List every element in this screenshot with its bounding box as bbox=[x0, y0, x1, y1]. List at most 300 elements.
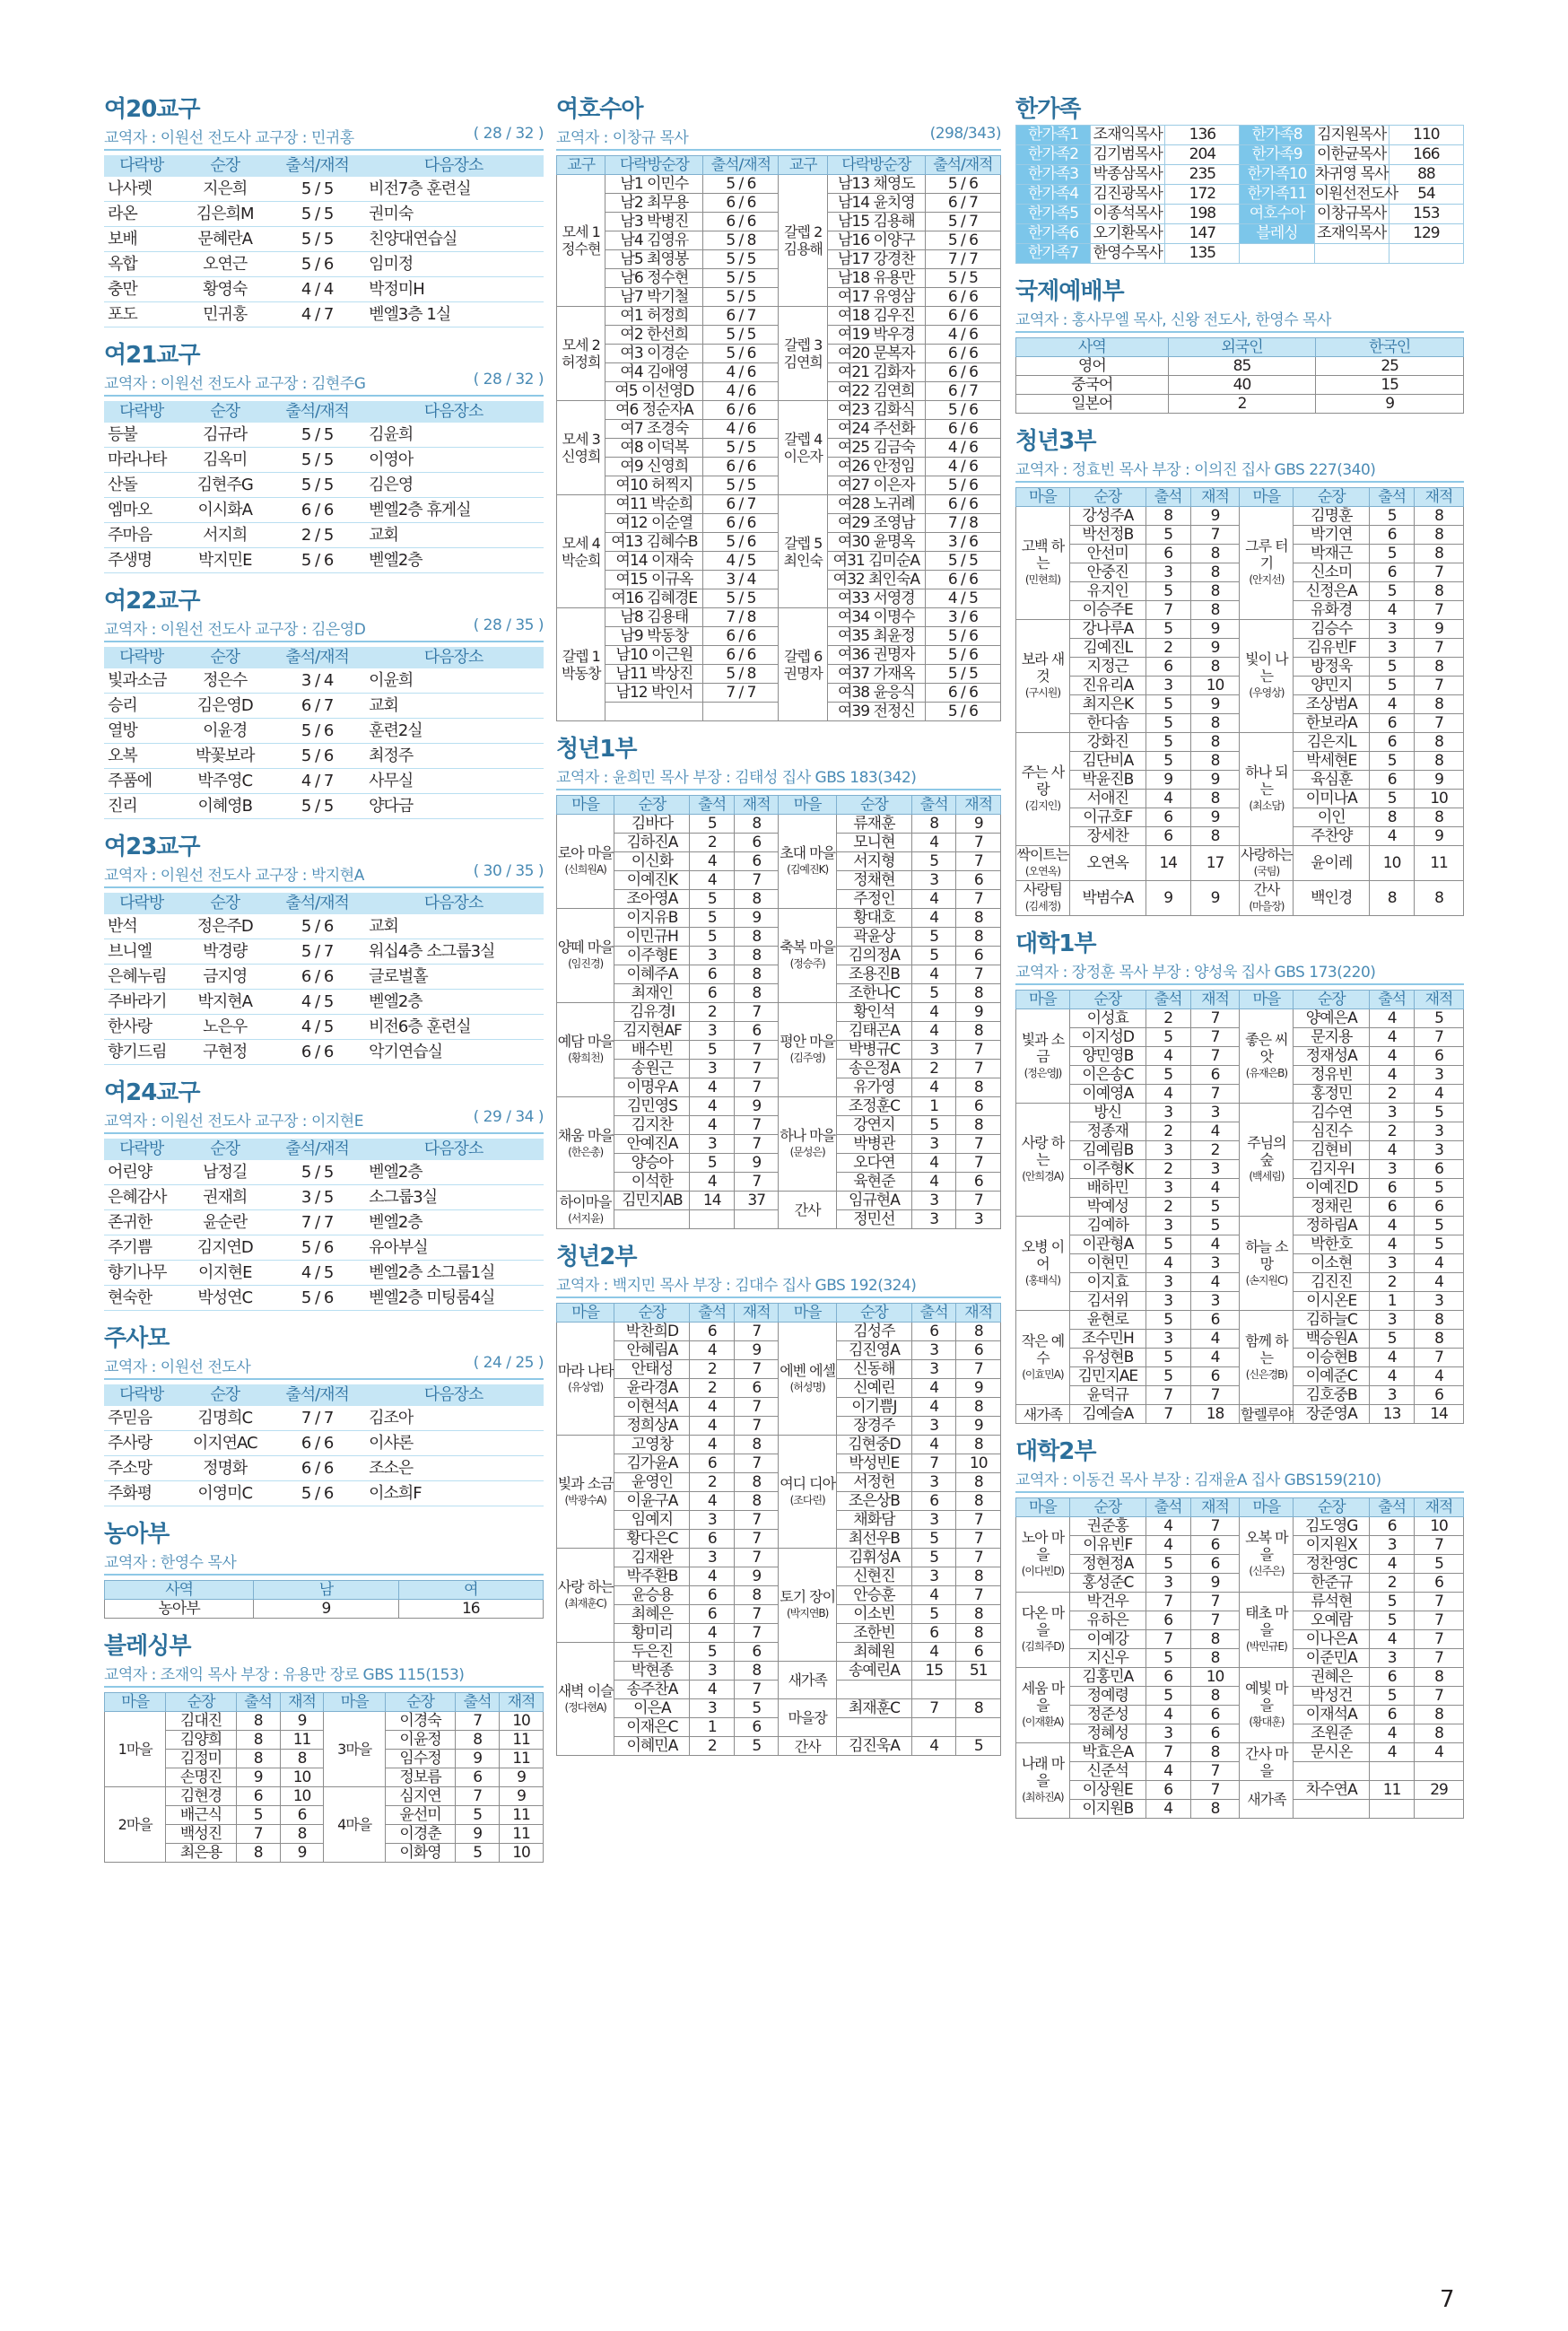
table-cell: 주생명 bbox=[104, 548, 179, 573]
table-cell: 최재훈C bbox=[836, 1699, 911, 1718]
table-cell: 5 bbox=[1415, 1104, 1464, 1122]
table-cell: 4 bbox=[690, 1173, 735, 1192]
table-cell: 4 bbox=[1370, 1066, 1415, 1085]
table-cell bbox=[1415, 1762, 1464, 1781]
table-cell: 벧엘2층 bbox=[363, 990, 544, 1015]
table-cell: 8 bbox=[236, 1712, 280, 1731]
table-cell: 7 bbox=[956, 1530, 1001, 1549]
table-cell: 7 bbox=[1415, 1349, 1464, 1367]
table-cell: 4 bbox=[911, 909, 956, 928]
table-cell: 김현비 bbox=[1294, 1141, 1370, 1160]
staff-line: 교역자 : 이원선 전도사 교구장 : 박지현A bbox=[104, 867, 364, 885]
table-cell: 54 bbox=[1389, 185, 1463, 205]
table-cell: 5 bbox=[690, 1041, 735, 1060]
header-row bbox=[105, 1693, 544, 1712]
attendance-count: ( 28 / 32 ) bbox=[473, 125, 544, 143]
table-cell: 백승원A bbox=[1294, 1330, 1370, 1349]
table-cell: 6 bbox=[1415, 1198, 1464, 1217]
group-cell: 빛과 소금 (정은영J) bbox=[1016, 1009, 1070, 1104]
table-cell: 류석현 bbox=[1294, 1593, 1370, 1611]
table-cell: 5 bbox=[911, 1116, 956, 1135]
table-cell: 블레싱 bbox=[1240, 224, 1314, 244]
table-cell: 3 bbox=[690, 1511, 735, 1530]
table-cell: 8 bbox=[1415, 658, 1464, 677]
table-cell: 이경춘 bbox=[385, 1825, 455, 1844]
table-cell: 주믿음 bbox=[104, 1406, 179, 1431]
group-leader: (신주은) bbox=[1249, 1565, 1285, 1577]
staff-line: 교역자 : 이원선 전도사 교구장 : 김현주G bbox=[104, 375, 366, 393]
column-header: 출석 bbox=[1370, 1498, 1415, 1517]
table-cell: 7 bbox=[956, 1060, 1001, 1078]
table-cell: 5 bbox=[1370, 1330, 1415, 1349]
section bbox=[104, 832, 544, 1065]
table-cell: 여8 이덕복 bbox=[605, 439, 703, 458]
table-cell: 5 / 5 bbox=[271, 177, 363, 202]
table-cell: 7 bbox=[734, 1135, 779, 1154]
table-cell: 5 bbox=[236, 1806, 280, 1825]
table-cell: 9 bbox=[280, 1712, 324, 1731]
table-cell: 9 bbox=[956, 1003, 1001, 1022]
table-row bbox=[104, 448, 544, 473]
table-cell: 4 bbox=[1370, 601, 1415, 620]
group-leader: (이다빈D) bbox=[1021, 1565, 1065, 1577]
column-header: 마을 bbox=[1016, 991, 1070, 1009]
table-cell: 김지찬 bbox=[614, 1116, 690, 1135]
table-cell: 육현준 bbox=[836, 1173, 911, 1192]
table-cell: 채화담 bbox=[836, 1511, 911, 1530]
table-row bbox=[105, 1787, 544, 1806]
table-row bbox=[104, 990, 544, 1015]
table-cell: 9 bbox=[280, 1844, 324, 1863]
section-title: 국제예배부 bbox=[1015, 278, 1124, 305]
table-cell: 5 bbox=[1370, 1593, 1415, 1611]
table-cell: 10 bbox=[280, 1787, 324, 1806]
table-cell: 김휘성A bbox=[836, 1549, 911, 1567]
table-cell: 4 / 5 bbox=[925, 589, 1000, 608]
table-cell: 3 bbox=[1146, 1292, 1190, 1311]
group-cell: 함께 하는 (신은경B) bbox=[1240, 1311, 1294, 1405]
table-cell: 5 / 5 bbox=[703, 326, 779, 345]
table-cell: 6 / 6 bbox=[703, 458, 779, 476]
table-cell: 조원준 bbox=[1294, 1724, 1370, 1743]
table-cell: 3 bbox=[1370, 1160, 1415, 1179]
table-cell: 김도영G bbox=[1294, 1517, 1370, 1536]
column-header: 출석/재적 bbox=[271, 155, 363, 177]
table-cell: 4 bbox=[690, 1567, 735, 1586]
table-cell: 7 bbox=[1190, 1047, 1240, 1066]
table-cell: 2 bbox=[1370, 1574, 1415, 1593]
table-cell: 정혜성 bbox=[1069, 1724, 1146, 1743]
table-cell: 7 bbox=[1415, 1649, 1464, 1668]
table-cell: 6 bbox=[456, 1768, 500, 1787]
table-cell: 8 bbox=[236, 1731, 280, 1750]
table-cell bbox=[1294, 1762, 1370, 1781]
table-row bbox=[104, 1015, 544, 1040]
table-cell: 5 bbox=[1370, 752, 1415, 771]
table-row bbox=[104, 1185, 544, 1210]
table-row bbox=[104, 1160, 544, 1185]
table-cell: 지은희 bbox=[179, 177, 271, 202]
column-header: 출석/재적 bbox=[271, 647, 363, 668]
table-cell: 4 / 6 bbox=[925, 458, 1000, 476]
staff-line: 교역자 : 조재익 목사 부장 : 유용만 장로 GBS 115(153) bbox=[104, 1666, 465, 1684]
table-cell: 9 bbox=[1146, 771, 1190, 790]
table-cell: 7 bbox=[734, 1681, 779, 1699]
table-cell: 5 / 6 bbox=[271, 548, 363, 573]
table-cell: 정종재 bbox=[1069, 1122, 1146, 1141]
table-cell: 남9 박동창 bbox=[605, 627, 703, 646]
table-cell: 김진영A bbox=[836, 1341, 911, 1360]
table-cell: 육심훈 bbox=[1294, 771, 1370, 790]
section-title: 여21교구 bbox=[104, 342, 200, 369]
table-cell: 8 bbox=[1415, 526, 1464, 545]
table-cell: 구현정 bbox=[179, 1040, 271, 1065]
group-cell: 축복 마을 (정승주) bbox=[779, 909, 836, 1003]
table-cell: 129 bbox=[1389, 224, 1463, 244]
table-cell: 3 bbox=[1415, 1122, 1464, 1141]
group-leader: (박지연B) bbox=[786, 1606, 829, 1619]
table-cell: 11 bbox=[500, 1806, 544, 1825]
table-row bbox=[104, 744, 544, 769]
attendance-count: ( 30 / 35 ) bbox=[473, 862, 544, 880]
table-cell: 김예림B bbox=[1069, 1141, 1146, 1160]
table-cell: 민귀홍 bbox=[179, 302, 271, 327]
table-cell: 문시온 bbox=[1294, 1743, 1370, 1762]
table-cell: 10 bbox=[500, 1712, 544, 1731]
table-cell: 8 bbox=[956, 1436, 1001, 1454]
table-cell: 5 bbox=[1370, 1611, 1415, 1630]
grid-table bbox=[1015, 337, 1464, 414]
group-leader: (허성명) bbox=[789, 1380, 825, 1393]
table-cell: 9 bbox=[956, 1379, 1001, 1398]
table-cell: 8 bbox=[1190, 752, 1240, 771]
column-header: 남 bbox=[254, 1581, 398, 1600]
table-cell: 8 bbox=[1190, 733, 1240, 752]
column-header: 재적 bbox=[1190, 991, 1240, 1009]
group-cell: 주는 사랑 (김지인) bbox=[1016, 733, 1070, 846]
table-cell: 송원근 bbox=[614, 1060, 690, 1078]
table-cell: 7 bbox=[734, 871, 779, 890]
table-cell: 6 bbox=[1146, 808, 1190, 827]
table-cell: 7 bbox=[1190, 1611, 1240, 1630]
table-cell: 3 bbox=[1370, 1386, 1415, 1405]
table-row bbox=[104, 794, 544, 819]
table-cell: 이미나A bbox=[1294, 790, 1370, 808]
table-cell: 9 bbox=[734, 1341, 779, 1360]
table-cell: 4 bbox=[690, 852, 735, 871]
column-header: 다락방 bbox=[104, 155, 179, 177]
table-cell: 8 bbox=[1415, 881, 1464, 916]
table-cell: 6 bbox=[1190, 1367, 1240, 1386]
table-cell: 6 bbox=[734, 1643, 779, 1662]
attendance-count: ( 29 / 34 ) bbox=[473, 1108, 544, 1126]
column-header: 출석 bbox=[690, 1304, 735, 1323]
table-cell: 7 bbox=[1190, 1593, 1240, 1611]
table-cell: 4 bbox=[690, 1398, 735, 1417]
table-cell: 6 bbox=[734, 1379, 779, 1398]
list-table bbox=[104, 155, 544, 327]
section-subtitle bbox=[1015, 1467, 1464, 1493]
table-cell: 한사랑 bbox=[104, 1015, 179, 1040]
table-cell: 주찬양 bbox=[1294, 827, 1370, 846]
table-cell: 6 bbox=[956, 947, 1001, 965]
table-cell: 교회 bbox=[363, 694, 544, 719]
table-cell: 5 bbox=[1146, 1687, 1190, 1706]
table-cell: 15 bbox=[911, 1662, 956, 1681]
group-cell: 에벤 에셀 (허성명) bbox=[779, 1323, 836, 1436]
table-cell: 6 bbox=[690, 965, 735, 984]
table-cell: 남15 김용해 bbox=[827, 213, 925, 231]
table-cell: 등불 bbox=[104, 423, 179, 448]
table-cell: 최정주 bbox=[363, 744, 544, 769]
table-cell: 박세현E bbox=[1294, 752, 1370, 771]
table-cell: 3 bbox=[1146, 1574, 1190, 1593]
table-cell: 최지은K bbox=[1069, 695, 1146, 714]
table-cell: 김규라 bbox=[179, 423, 271, 448]
table-cell: 8 bbox=[956, 984, 1001, 1003]
table-cell: 14 bbox=[690, 1192, 735, 1210]
table-cell: 5 / 6 bbox=[271, 744, 363, 769]
section-title: 주사모 bbox=[104, 1325, 170, 1352]
table-cell: 3 bbox=[1370, 620, 1415, 639]
table-cell: 7 bbox=[734, 1605, 779, 1624]
table-cell: 8 bbox=[956, 1492, 1001, 1511]
section-title: 블레싱부 bbox=[104, 1633, 191, 1660]
table-cell: 서지희 bbox=[179, 523, 271, 548]
table-cell: 오다연 bbox=[836, 1154, 911, 1173]
table-cell: 정채현 bbox=[836, 871, 911, 890]
table-cell: 3 / 6 bbox=[925, 608, 1000, 627]
table-cell: 정예령 bbox=[1069, 1687, 1146, 1706]
column-header: 마을 bbox=[1016, 488, 1070, 507]
header-row bbox=[1016, 991, 1464, 1009]
table-cell: 오기환목사 bbox=[1091, 224, 1165, 244]
table-cell: 윤이레 bbox=[1294, 846, 1370, 881]
section-title: 청년3부 bbox=[1015, 428, 1096, 455]
list-table bbox=[104, 1384, 544, 1506]
table-cell: 4 bbox=[1146, 1762, 1190, 1781]
table-cell: 5 / 5 bbox=[703, 476, 779, 495]
table-cell: 8 bbox=[1415, 582, 1464, 601]
list-table bbox=[104, 401, 544, 573]
table-cell: 6 bbox=[1370, 1706, 1415, 1724]
table-row bbox=[104, 914, 544, 939]
table-cell: 송주찬A bbox=[614, 1681, 690, 1699]
table-cell: 5 bbox=[1370, 582, 1415, 601]
table-cell: 9 bbox=[1190, 695, 1240, 714]
group-leader: (문성은) bbox=[789, 1146, 825, 1158]
group-cell: 여디 디아 (조다린) bbox=[779, 1436, 836, 1549]
table-cell: 8 bbox=[734, 984, 779, 1003]
table-cell: 박병관 bbox=[836, 1135, 911, 1154]
table-row bbox=[104, 423, 544, 448]
table-cell: 송은정A bbox=[836, 1060, 911, 1078]
section-title: 대학1부 bbox=[1015, 930, 1096, 957]
column-header: 다락방순장 bbox=[827, 156, 925, 175]
table-cell: 조수민H bbox=[1069, 1330, 1146, 1349]
table-cell: 6 bbox=[1190, 1311, 1240, 1330]
table-cell: 5 bbox=[690, 1643, 735, 1662]
staff-line: 교역자 : 이원선 전도사 교구장 : 민귀홍 bbox=[104, 129, 354, 147]
table-cell: 2 bbox=[690, 1360, 735, 1379]
table-cell: 5 bbox=[1146, 1311, 1190, 1330]
table-cell: 2 bbox=[1146, 1009, 1190, 1028]
table-cell: 김재완 bbox=[614, 1549, 690, 1567]
table-cell: 마라나타 bbox=[104, 448, 179, 473]
table-cell: 이은송C bbox=[1069, 1066, 1146, 1085]
table-row bbox=[104, 939, 544, 965]
table-cell: 남2 최무용 bbox=[605, 194, 703, 213]
table-cell: 3 bbox=[1146, 1217, 1190, 1235]
table-cell: 3 bbox=[911, 1360, 956, 1379]
table-cell: 8 bbox=[956, 1323, 1001, 1341]
table-cell: 6 bbox=[734, 852, 779, 871]
table-row bbox=[557, 1549, 1001, 1567]
table-cell bbox=[836, 1681, 911, 1699]
header-row bbox=[557, 796, 1001, 815]
group-leader: (임진경) bbox=[568, 957, 604, 970]
column-header: 순장 bbox=[179, 401, 271, 423]
grid-table bbox=[104, 1692, 544, 1863]
group-cell: 예빛 마을 (황대훈) bbox=[1240, 1668, 1294, 1743]
table-cell: 6 bbox=[1370, 526, 1415, 545]
table-cell: 5 / 6 bbox=[925, 627, 1000, 646]
table-cell: 4 bbox=[911, 1643, 956, 1662]
table-cell: 5 / 6 bbox=[271, 252, 363, 277]
table-cell: 51 bbox=[956, 1662, 1001, 1681]
table-row bbox=[1016, 165, 1464, 185]
group-leader: (박광수A) bbox=[564, 1493, 606, 1506]
table-cell: 7 bbox=[1415, 1536, 1464, 1555]
table-cell: 7 bbox=[734, 1360, 779, 1379]
table-cell: 정찬영C bbox=[1294, 1555, 1370, 1574]
table-cell: 8 bbox=[956, 1398, 1001, 1417]
section-title: 농아부 bbox=[104, 1521, 170, 1548]
group-cell: 싹이트는 (오연옥) bbox=[1016, 846, 1070, 881]
table-cell: 박윤진B bbox=[1069, 771, 1146, 790]
table-cell: 9 bbox=[1415, 827, 1464, 846]
table-cell: 4 / 5 bbox=[271, 1015, 363, 1040]
header-row bbox=[104, 401, 544, 423]
table-cell: 한가족3 bbox=[1016, 165, 1091, 185]
table-row bbox=[105, 1600, 544, 1619]
table-cell: 오예람 bbox=[1294, 1611, 1370, 1630]
table-cell: 이윤희 bbox=[363, 668, 544, 694]
table-cell: 6 bbox=[1146, 1668, 1190, 1687]
table-cell: 9 bbox=[236, 1768, 280, 1787]
table-cell: 7 bbox=[1415, 1687, 1464, 1706]
table-cell: 8 bbox=[1415, 695, 1464, 714]
table-cell: 8 bbox=[956, 1699, 1001, 1718]
table-cell: 3 bbox=[911, 1511, 956, 1530]
table-cell: 정채린 bbox=[1294, 1198, 1370, 1217]
group-leader: (안희경A) bbox=[1022, 1170, 1064, 1183]
group-leader: (신희원A) bbox=[564, 863, 606, 876]
table-cell: 9 bbox=[1190, 620, 1240, 639]
table-cell: 안선미 bbox=[1069, 545, 1146, 563]
table-cell: 향기나무 bbox=[104, 1261, 179, 1286]
table-cell: 6 bbox=[280, 1806, 324, 1825]
table-cell: 윤현로 bbox=[1069, 1311, 1146, 1330]
table-cell: 한가족6 bbox=[1016, 224, 1091, 244]
table-cell: 최재인 bbox=[614, 984, 690, 1003]
table-cell: 172 bbox=[1165, 185, 1240, 205]
table-cell: 153 bbox=[1389, 205, 1463, 224]
table-cell: 7 bbox=[1190, 1762, 1240, 1781]
table-cell: 김지원목사 bbox=[1314, 126, 1389, 145]
table-cell: 유하은 bbox=[1069, 1611, 1146, 1630]
table-cell: 8 bbox=[734, 965, 779, 984]
table-cell: 여10 허찍지 bbox=[605, 476, 703, 495]
table-cell: 11 bbox=[500, 1750, 544, 1768]
section-title: 한가족 bbox=[1015, 96, 1081, 123]
table-cell: 강성주A bbox=[1069, 507, 1146, 526]
table-cell: 6 / 6 bbox=[271, 1040, 363, 1065]
column-header: 순장 bbox=[1069, 1498, 1146, 1517]
table-cell: 김예진L bbox=[1069, 639, 1146, 658]
table-cell: 6 bbox=[1146, 1781, 1190, 1800]
table-cell: 류재훈 bbox=[836, 815, 911, 834]
table-cell: 여18 김우진 bbox=[827, 307, 925, 326]
group-cell: 1마을 bbox=[105, 1712, 166, 1787]
column-header: 순장 bbox=[179, 1384, 271, 1406]
section-subtitle bbox=[104, 616, 544, 642]
table-cell: 4 bbox=[1370, 1217, 1415, 1235]
table-cell: 김진욱A bbox=[836, 1737, 911, 1756]
column-header: 재적 bbox=[1190, 488, 1240, 507]
column-header: 순장 bbox=[385, 1693, 455, 1712]
table-cell: 7 bbox=[734, 1116, 779, 1135]
section-subtitle bbox=[104, 371, 544, 397]
table-cell: 3 bbox=[1146, 1724, 1190, 1743]
table-cell: 김태곤A bbox=[836, 1022, 911, 1041]
table-cell: 5 / 6 bbox=[271, 1235, 363, 1261]
table-cell: 이주형K bbox=[1069, 1160, 1146, 1179]
column-header: 출석 bbox=[1146, 991, 1190, 1009]
table-cell: 7 bbox=[1190, 1517, 1240, 1536]
group-cell: 갈렙 3 김연희 bbox=[779, 307, 827, 401]
table-cell: 7 bbox=[1415, 1630, 1464, 1649]
table-cell: 방신 bbox=[1069, 1104, 1146, 1122]
table-cell: 3 bbox=[911, 1041, 956, 1060]
group-leader: (우영상) bbox=[1249, 686, 1285, 699]
table-cell: 5 / 6 bbox=[925, 401, 1000, 420]
table-cell: 4 bbox=[690, 1417, 735, 1436]
table-cell: 4 bbox=[690, 1078, 735, 1097]
table-cell: 김민영S bbox=[614, 1097, 690, 1116]
table-cell: 5 bbox=[456, 1844, 500, 1863]
table-row bbox=[1016, 1311, 1464, 1330]
table-cell: 권재희 bbox=[179, 1185, 271, 1210]
table-row bbox=[105, 1712, 544, 1731]
table-cell: 4 / 6 bbox=[703, 363, 779, 382]
table-cell: 주품에 bbox=[104, 769, 179, 794]
table-cell: 4 bbox=[1370, 1555, 1415, 1574]
table-cell: 2 bbox=[1168, 395, 1316, 414]
group-leader: (최소담) bbox=[1249, 799, 1285, 812]
table-cell: 10 bbox=[1415, 790, 1464, 808]
table-cell: 5 / 5 bbox=[925, 665, 1000, 684]
table-cell: 심진수 bbox=[1294, 1122, 1370, 1141]
table-cell: 8 bbox=[456, 1731, 500, 1750]
table-row bbox=[104, 965, 544, 990]
table-cell: 2 bbox=[911, 1060, 956, 1078]
table-cell: 5 / 5 bbox=[271, 1160, 363, 1185]
column-header: 마을 bbox=[1240, 488, 1294, 507]
group-leader: (김예진K) bbox=[787, 863, 829, 876]
table-cell: 이예진D bbox=[1294, 1179, 1370, 1198]
table-cell: 8 bbox=[280, 1825, 324, 1844]
